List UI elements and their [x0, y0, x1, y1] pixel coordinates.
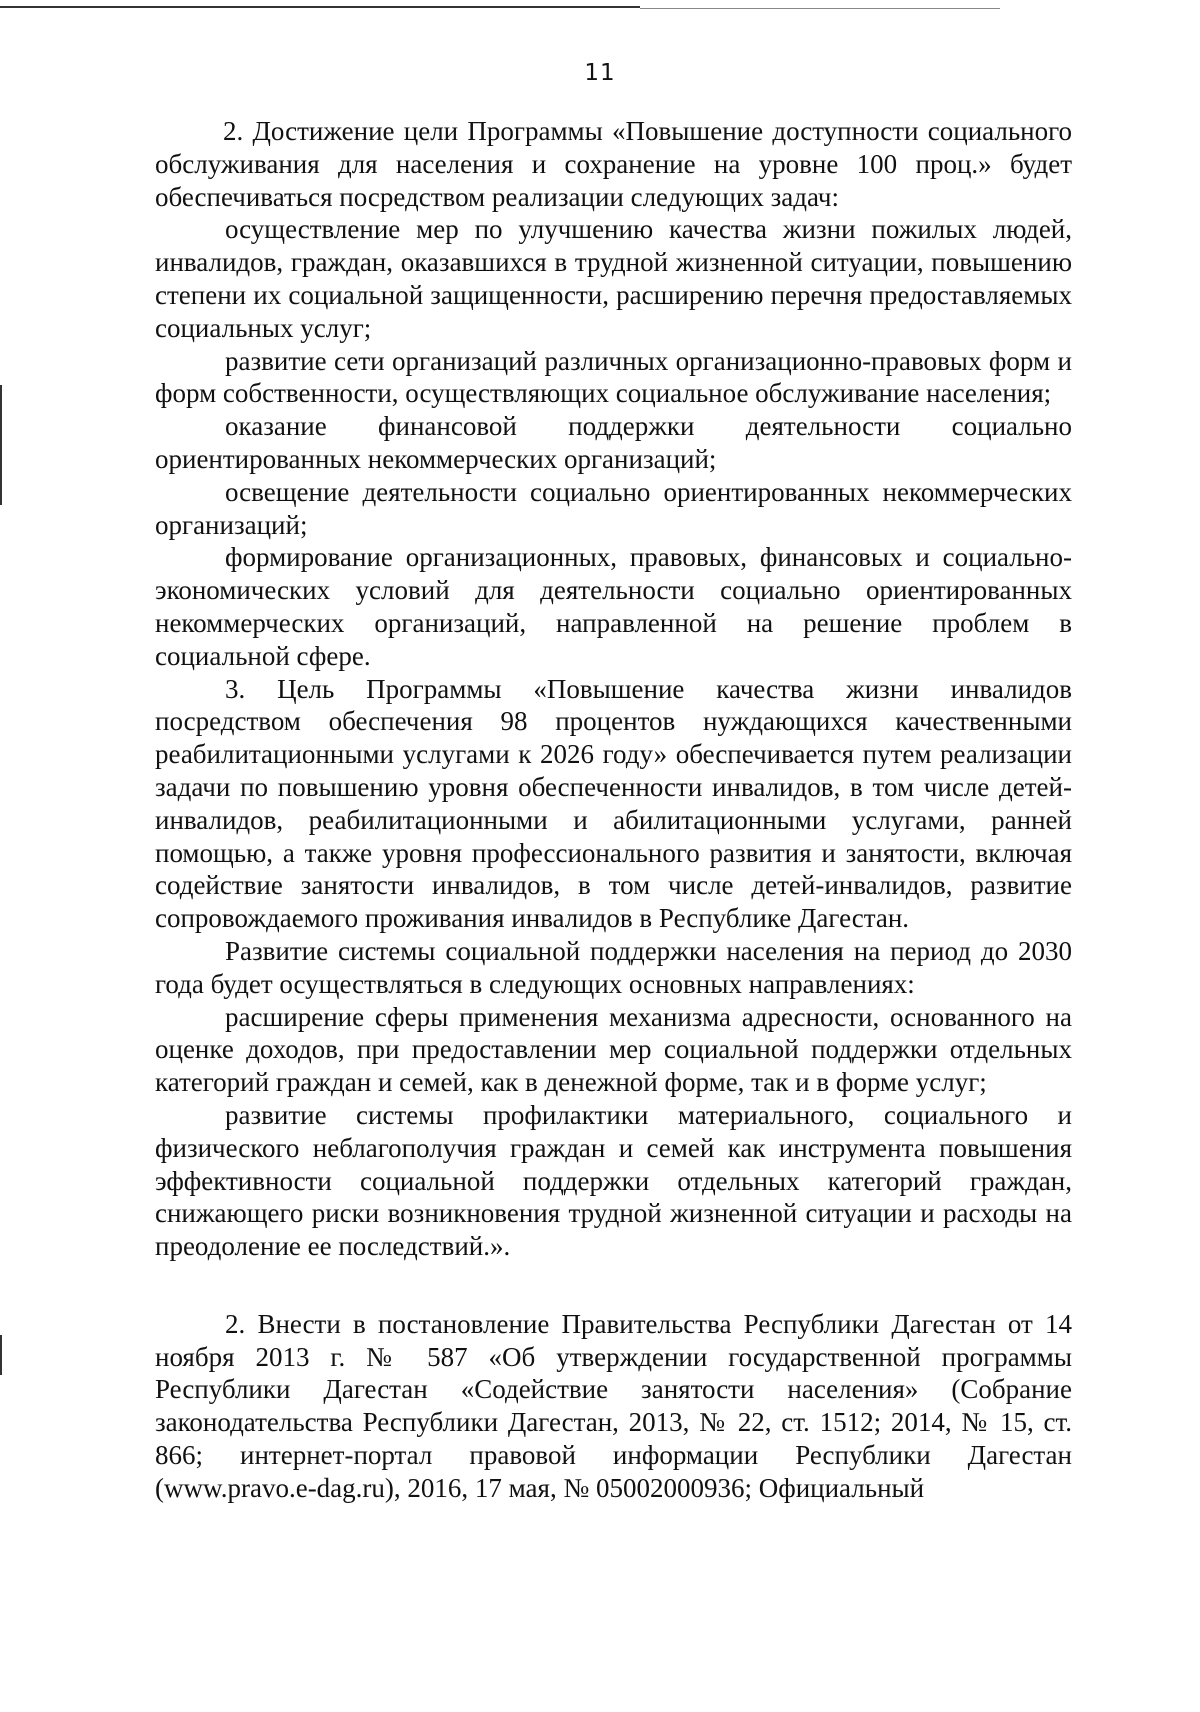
scan-edge-top-faint: [640, 8, 1000, 9]
paragraph-task-2: развитие сети организаций различных организационно-правовых форм и форм собственности, осуществляющих социальное обслуживание населения;: [155, 345, 1072, 409]
page-number: 11: [584, 60, 616, 86]
paragraph-task-5: формирование организационных, правовых, финансовых и социально-экономических условий для деятельности социально ориентированных некоммерческих организаций, направленной на решение проблем в социальной сфере.: [155, 542, 1072, 671]
paragraph-gap: [155, 1263, 1072, 1308]
scan-edge-left-mark: [0, 385, 2, 505]
paragraph-task-1: осуществление мер по улучшению качества жизни пожилых людей, инвалидов, граждан, оказавшихся в трудной жизненной ситуации, повышению степени их социальной защищенности, расширению перечня предоставляемых социальных услуг;: [155, 214, 1072, 343]
paragraph-direction-1: расширение сферы применения механизма адресности, основанного на оценке доходов, при предоставлении мер социальной поддержки отдельных категорий граждан и семей, как в денежной форме, так и в форме услуг;: [155, 1001, 1072, 1098]
paragraph-goal-2: 2. Достижение цели Программы «Повышение доступности социального обслуживания для населения и сохранение на уровне 100 проц.» будет обеспечиваться посредством реализации следующих задач:: [155, 116, 1072, 212]
paragraph-directions-intro: Развитие системы социальной поддержки населения на период до 2030 года будет осуществляться в следующих основных направлениях:: [155, 935, 1072, 999]
paragraph-task-4: освещение деятельности социально ориентированных некоммерческих организаций;: [155, 476, 1072, 540]
document-body: [155, 115, 1072, 1505]
paragraph-amendment-2: 2. Внести в постановление Правительства Республики Дагестан от 14 ноября 2013 г. № 587 «Об утверждении государственной программы Республики Дагестан «Содействие занятости населения» (Собрание законодательства Республики Дагестан, 2013, № 22, ст. 1512; 2014, № 15, ст. 866; интернет-портал правовой информации Республики Дагестан (www.pravo.e-dag.ru), 2016, 17 мая, № 05002000936; Официальный: [155, 1308, 1072, 1503]
paragraph-direction-2: развитие системы профилактики материального, социального и физического неблагополучия граждан и семей как инструмента повышения эффективности социальной поддержки отдельных категорий граждан, снижающего риски возникновения трудной жизненной ситуации и расходы на преодоление ее последствий.».: [155, 1099, 1072, 1262]
scan-edge-left-mark: [0, 1335, 2, 1375]
scan-edge-top: [0, 6, 640, 8]
paragraph-task-3: оказание финансовой поддержки деятельности социально ориентированных некоммерческих организаций;: [155, 411, 1072, 474]
paragraph-goal-3: 3. Цель Программы «Повышение качества жизни инвалидов посредством обеспечения 98 процентов нуждающихся качественными реабилитационными услугами к 2026 году» обеспечивается путем реализации задачи по повышению уровня обеспеченности инвалидов, в том числе детей-инвалидов, реабилитационными и абилитационными услугами, ранней помощью, а также уровня профессионального развития и занятости, включая содействие занятости инвалидов, в том числе детей-инвалидов, развитие сопровождаемого проживания инвалидов в Республике Дагестан.: [155, 673, 1072, 934]
